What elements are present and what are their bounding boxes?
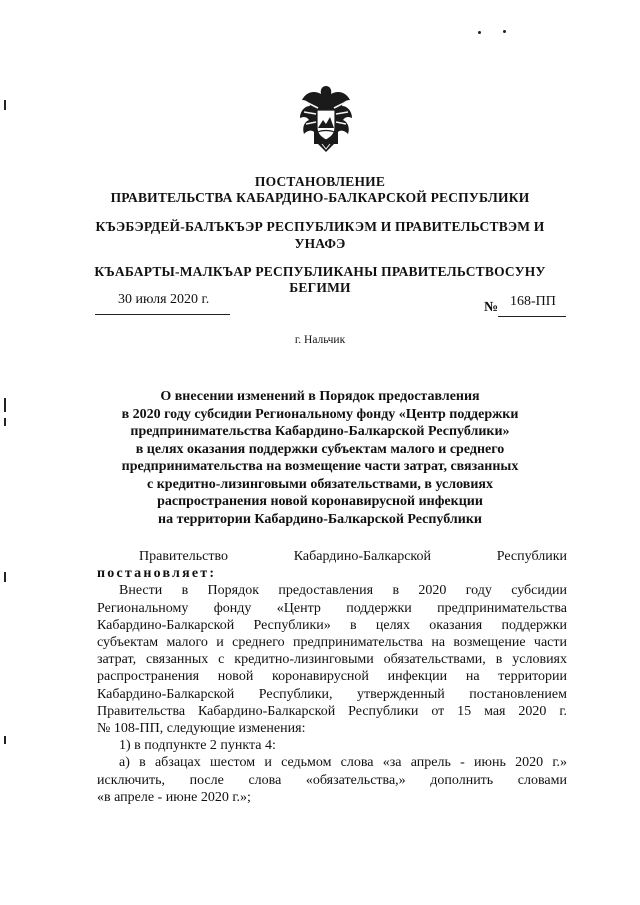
paragraph-1-line: Внести в Порядок предоставления в 2020 году субсидии	[119, 583, 567, 599]
title-line: предпринимательства Кабардино-Балкарской Республики»	[130, 424, 510, 439]
coat-of-arms-emblem-icon	[296, 82, 356, 154]
item-1a-last-line: «в апреле - июне 2020 г.»;	[97, 789, 251, 805]
issuer-balkar-line-2: БЕГИМИ	[289, 280, 351, 295]
title-line: в целях оказания поддержки субъектам малого и среднего	[135, 441, 505, 457]
item-1: 1) в подпункте 2 пункта 4:	[119, 738, 276, 754]
title-line: в 2020 году субсидии Региональному фонду «Центр поддержки	[121, 406, 519, 422]
issuer-kabardian-line-2: УНАФЭ	[294, 236, 346, 251]
issuer-russian: ПРАВИТЕЛЬСТВА КАБАРДИНО-БАЛКАРСКОЙ РЕСПУБЛИКИ	[110, 190, 530, 205]
intro-line: Правительство Кабардино-Балкарской Республики	[139, 549, 567, 564]
scan-artifact	[503, 30, 506, 33]
issuer-balkar-line-1: КЪАБАРТЫ-МАЛКЪАР РЕСПУБЛИКАНЫ ПРАВИТЕЛЬСТВОСУНУ	[94, 264, 546, 279]
title-line: О внесении изменений в Порядок предоставления	[160, 389, 480, 404]
document-body	[97, 548, 567, 806]
paragraph-1-line: Кабардино-Балкарской Республики» в целях оказания поддержки	[97, 617, 567, 633]
title-line: на территории Кабардино-Балкарской Республики	[158, 511, 482, 527]
document-type: ПОСТАНОВЛЕНИЕ	[254, 174, 386, 189]
paragraph-1-last-line: № 108-ПП, следующие изменения:	[97, 721, 306, 737]
paragraph-1-line: распространения новой коронавирусной инфекции на территории	[97, 669, 567, 685]
scan-artifact	[4, 398, 6, 412]
document-title	[90, 388, 550, 528]
title-line: распространения новой коронавирусной инфекции	[157, 494, 483, 509]
number-underline	[498, 316, 566, 317]
paragraph-1-line: субъектам малого и среднего предпринимательства на возмещение части	[97, 635, 567, 651]
paragraph-1-line: Региональному фонду «Центр поддержки предпринимательства	[97, 600, 567, 616]
city: г. Нальчик	[294, 334, 346, 346]
scan-artifact	[4, 100, 6, 110]
title-line: предпринимательства на возмещение части затрат, связанных	[121, 459, 519, 474]
paragraph-1-line: Правительства Кабардино-Балкарской Республики от 15 мая 2020 г.	[97, 703, 567, 719]
paragraph-1-line: затрат, связанных с кредитно-лизинговыми обязательствами, в условиях	[97, 652, 567, 668]
document-number: 168-ПП	[510, 294, 556, 309]
item-1a-line: а) в абзацах шестом и седьмом слова «за апрель - июнь 2020 г.»	[119, 755, 567, 771]
paragraph-1-line: Кабардино-Балкарской Республики, утвержденный постановлением	[97, 686, 567, 702]
decrees-word: постановляет:	[97, 566, 217, 582]
title-line: с кредитно-лизинговыми обязательствами, в условиях	[147, 476, 493, 492]
issuer-kabardian-line-1: КЪЭБЭРДЕЙ-БАЛЪКЪЭР РЕСПУБЛИКЭМ И ПРАВИТЕЛЬСТВЭМ И	[95, 219, 545, 234]
scan-artifact	[4, 736, 6, 744]
scan-artifact	[4, 572, 6, 582]
scan-artifact	[478, 31, 481, 34]
number-sign: №	[484, 300, 499, 315]
scan-artifact	[4, 418, 6, 426]
date-underline	[95, 314, 230, 315]
item-1a-line: исключить, после слова «обязательства,» дополнить словами	[97, 772, 567, 788]
document-date: 30 июля 2020 г.	[118, 292, 210, 307]
